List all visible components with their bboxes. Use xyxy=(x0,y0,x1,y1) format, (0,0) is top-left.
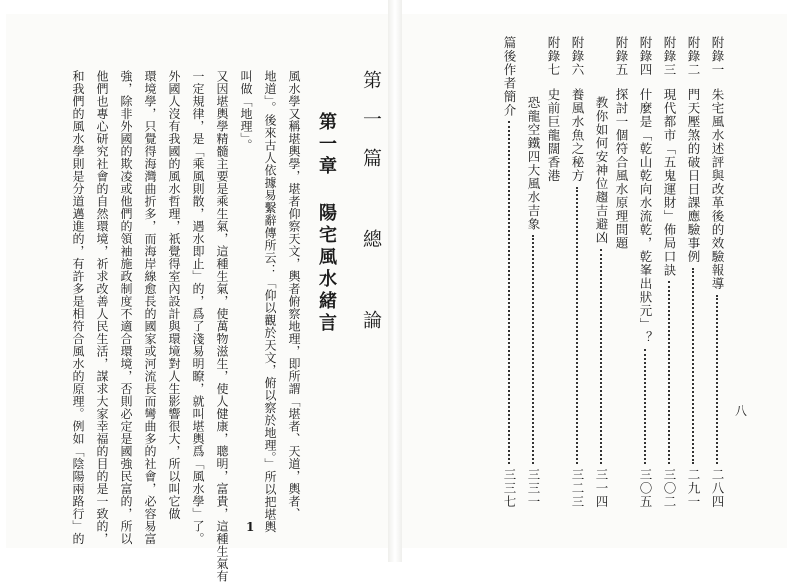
toc-title: 教你如何安神位趨吉避凶 xyxy=(594,96,609,245)
toc-entry[interactable] xyxy=(684,88,702,508)
leader-dots xyxy=(668,281,670,464)
body-line: 又因堪輿學精髓主要是乘生氣，這種生氣，使萬物滋生，使人健康，聰明，富貴，這種生氣有 xyxy=(215,70,229,583)
toc-page: 二八四 xyxy=(710,467,725,508)
toc-label: 附錄四 xyxy=(638,36,653,77)
toc-entry[interactable] xyxy=(592,96,610,508)
leader-dots xyxy=(532,235,534,464)
toc-page: 三三一 xyxy=(526,467,541,508)
page-number: 八 xyxy=(735,404,748,418)
chapter-title: 第一章 陽宅風水緒言 xyxy=(316,112,337,335)
toc-page: 三一四 xyxy=(594,467,609,508)
body-line: 和我們的風水學則是分道邁進的，有許多是相符合風水的原理。例如「陰陽兩路行」的 xyxy=(71,70,85,545)
leader-dots xyxy=(716,295,718,464)
toc-label: 附錄七 xyxy=(546,36,561,77)
toc-entry[interactable] xyxy=(708,88,726,508)
leader-dots xyxy=(692,268,694,464)
part-title: 第一篇 總 論 xyxy=(360,70,382,349)
body-line: 強，除非外國的欺凌或他們的領袖施政制度不適合環境，否則必定是國強民富的，所以 xyxy=(119,70,133,545)
book-gutter xyxy=(388,0,402,562)
body-line: 環境學，只覺得海灣曲折多，而海岸線愈長的國家或河流長而彎曲多的社會，必容易富 xyxy=(143,70,157,545)
leader-dots xyxy=(576,187,578,464)
toc-page: 三〇二 xyxy=(662,467,677,508)
toc-entry[interactable] xyxy=(524,96,542,508)
toc-title: 什麼是「乾山乾向水流乾，乾峯出狀元」？ xyxy=(638,88,653,345)
page-number: 1 xyxy=(246,520,255,534)
body-line: 地道」。後來古人依據易繫辭傳所云：「仰以觀於天文，俯以察於地理。」所以把堪輿 xyxy=(263,70,277,533)
toc-page: 三二三 xyxy=(570,467,585,508)
toc-entry[interactable] xyxy=(544,88,562,508)
toc-label: 附錄五 xyxy=(614,36,629,77)
toc-entry[interactable] xyxy=(612,88,630,508)
toc-title: 恐龍空鐵四大風水吉象 xyxy=(526,96,541,231)
toc-title: 養風水魚之秘方 xyxy=(570,88,585,183)
leader-dots xyxy=(600,249,602,464)
body-line: 叫做「地理」。 xyxy=(239,70,253,152)
toc-label: 附錄二 xyxy=(686,36,701,77)
toc-page: 三三七 xyxy=(502,467,517,508)
toc-entry[interactable] xyxy=(660,88,678,508)
toc-title: 現代都市「五鬼運財」佈局口訣 xyxy=(662,88,677,277)
toc-page: 三〇五 xyxy=(638,467,653,508)
toc-label: 附錄一 xyxy=(710,36,725,77)
toc-title: 探討一個符合風水原理問題 xyxy=(614,88,629,250)
leader-dots xyxy=(508,121,510,464)
toc-page: 二九一 xyxy=(686,467,701,508)
body-line: 外國人沒有我國的風水哲理，祇覺得室內設計與環境對人生影響很大，所以叫它做 xyxy=(167,70,181,520)
toc-title: 門天壓煞的破日日課應驗事例 xyxy=(686,88,701,264)
toc-title: 朱宅風水述評與改革後的效驗報導 xyxy=(710,88,725,291)
toc-title: 篇後作者簡介 xyxy=(502,36,517,117)
toc-entry[interactable] xyxy=(636,88,654,508)
body-line: 一定規律，是「乘風則散，遇水即止」的，爲了淺易明瞭，就叫堪輿爲「風水學」了。 xyxy=(191,70,205,545)
toc-label: 附錄三 xyxy=(662,36,677,77)
leader-dots xyxy=(644,349,646,464)
toc-label: 附錄六 xyxy=(570,36,585,77)
toc-entry[interactable] xyxy=(568,88,586,508)
body-line: 風水學又稱堪輿學，堪者仰察天文，輿者俯察地理，即所謂「堪者、天道，輿者、 xyxy=(287,70,301,520)
body-line: 他們也專心研究社會的自然環境，祈求改善人民生活，謀求大家幸福的目的是一致的， xyxy=(95,70,109,545)
toc-title: 史前巨龍闊香港 xyxy=(546,88,561,183)
toc-entry[interactable] xyxy=(500,36,518,508)
